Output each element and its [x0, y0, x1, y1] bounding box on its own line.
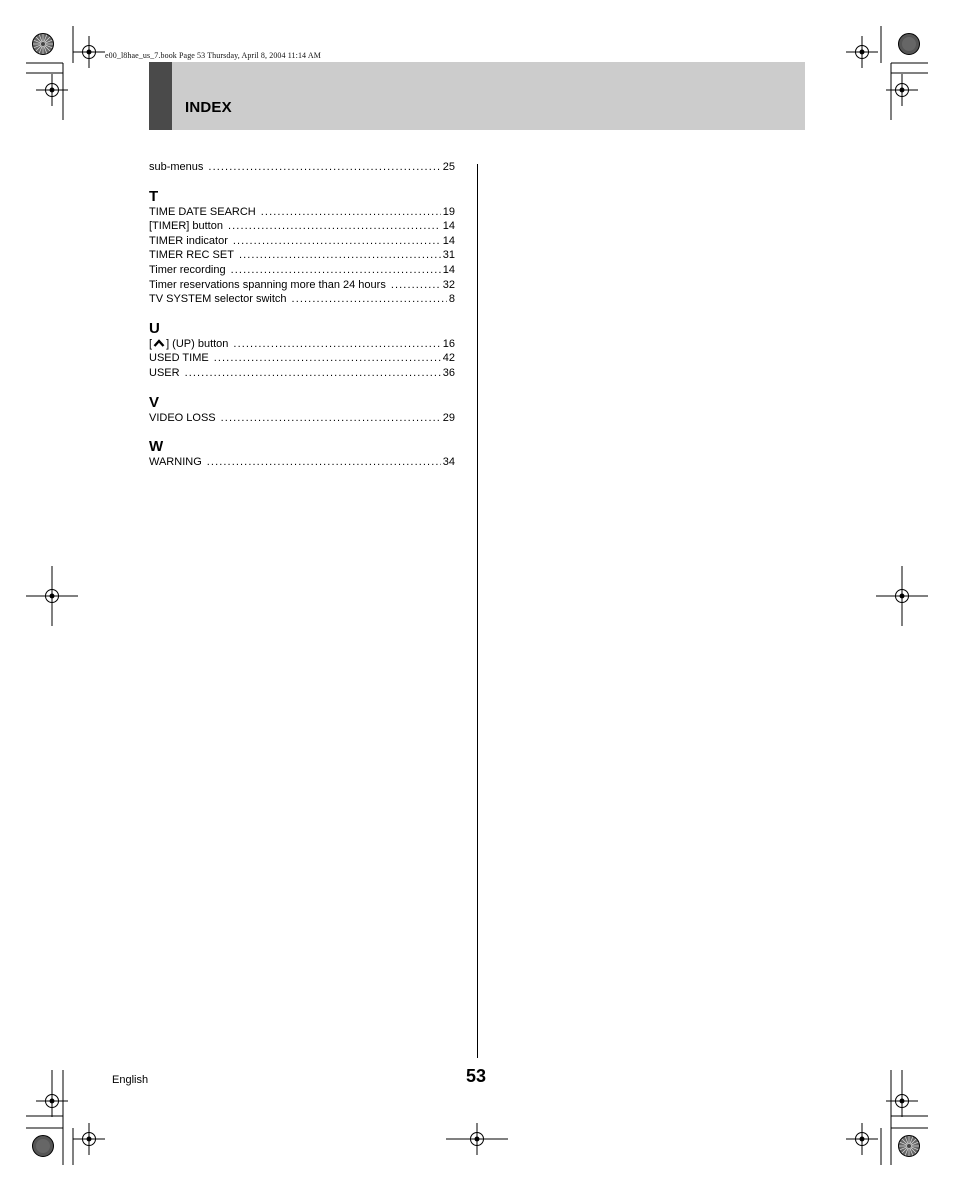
entry-page: 29	[442, 411, 455, 424]
entry-label-suffix: ] (UP) button	[166, 337, 229, 350]
entry-label: VIDEO LOSS	[149, 411, 216, 424]
entry-label: [TIMER] button	[149, 220, 223, 233]
entry-label-prefix: [	[149, 337, 153, 350]
entry-label: USER	[149, 366, 180, 379]
entry-page: 8	[448, 293, 455, 306]
entry-page: 25	[442, 161, 455, 173]
entry-page: 31	[442, 249, 455, 262]
entry-page: 34	[442, 456, 455, 469]
section-letter-v: V	[149, 393, 160, 411]
footer-language: English	[112, 1074, 149, 1086]
entry-page: 14	[442, 220, 455, 233]
page-number: 53	[466, 1066, 487, 1086]
entry-label: Timer recording	[149, 263, 226, 276]
entry-page: 14	[442, 263, 455, 276]
section-letter-u: U	[149, 319, 160, 337]
print-info: e00_l8hae_us_7.book Page 53 Thursday, April 8, 2004 11:14 AM	[105, 51, 321, 60]
entry-label: WARNING	[149, 456, 202, 469]
entry-label: TV SYSTEM selector switch	[149, 293, 287, 306]
entry-label: Timer reservations spanning more than 24 hours	[149, 278, 386, 291]
page-title: INDEX	[185, 99, 232, 116]
entry-label: TIMER REC SET	[149, 249, 234, 262]
entry-label: sub-menus	[149, 161, 204, 173]
section-letter-t: T	[149, 187, 159, 205]
entry-page: 16	[442, 337, 455, 350]
entry-label: USED TIME	[149, 352, 209, 365]
entry-page: 42	[442, 352, 455, 365]
entry-label: TIME DATE SEARCH	[149, 205, 256, 218]
entry-page: 14	[442, 234, 455, 247]
entry-page: 19	[442, 205, 455, 218]
entry-page: 36	[442, 366, 455, 379]
entry-page: 32	[442, 278, 455, 291]
entry-label: TIMER indicator	[149, 234, 228, 247]
section-letter-w: W	[149, 438, 164, 456]
